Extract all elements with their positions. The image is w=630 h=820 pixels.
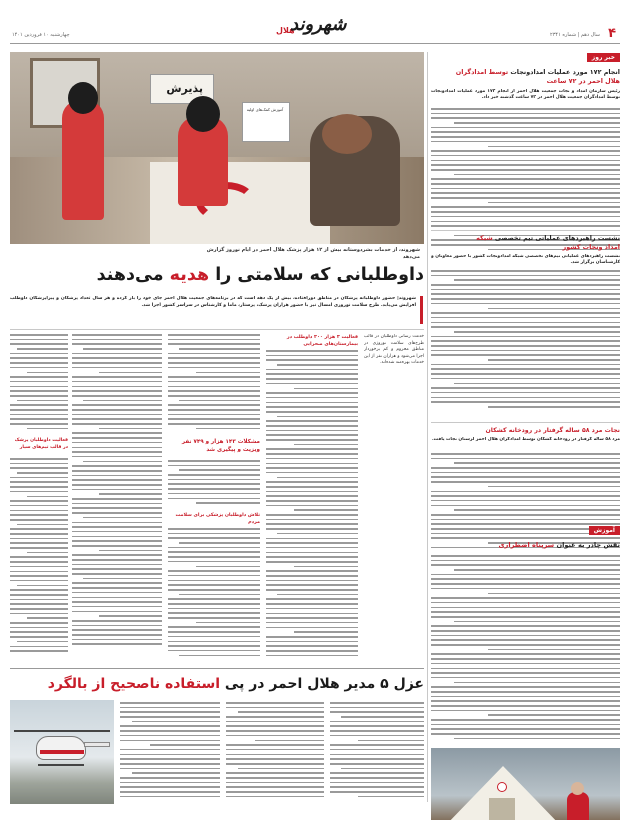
logo	[272, 12, 352, 44]
second-headline-b: استفاده ناصحیح از بالگرد	[47, 676, 221, 692]
story2-lead: نشست راهبردهای عملیاتی تیم‌های تخصصی شبکه امدادونجات کشور با حضور معاونان و کارشناسان برگزار شد.	[431, 254, 620, 266]
lead-red-bar	[420, 296, 423, 324]
sidebar-divider-2	[431, 422, 620, 423]
main-lead: شهروند| حضور داوطلبانه پزشکان در مناطق دورافتاده، بیش از یک دهه است که در برنامه‌های جمعیت هلال احمر جای خود را باز کرده و هر سال تعداد پزشکان و پیراپزشکان داوطلب افزایش می‌یابد. طرح سلامت نوروزی امسال نیز با حضور هزاران پزشک، پرستار، ماما و کارشناس در سراسر کشور اجرا شد.	[10, 296, 416, 308]
second-body-col-2	[226, 702, 324, 802]
tent-photo	[431, 748, 620, 820]
main-headline-a: داوطلبانی که سلامتی را	[209, 265, 424, 285]
body-e-text-bottom	[10, 458, 68, 662]
rotor-blade	[14, 730, 110, 732]
page-number: ۴	[608, 26, 616, 41]
reception-sign: پذیرش	[166, 82, 203, 95]
logo-text: شهروند	[290, 14, 347, 35]
tent-cross-badge	[497, 782, 507, 792]
sidebar	[431, 48, 620, 803]
edu-label: آموزش	[589, 526, 620, 535]
helicopter-tail	[84, 742, 110, 747]
story1-title-b: توسط امدادگران	[455, 68, 509, 76]
story3-body	[431, 453, 620, 553]
body-column-b	[266, 334, 358, 664]
news-label: خبر روز	[587, 53, 620, 62]
volunteer-left-body	[62, 100, 104, 220]
story3-lead: مرد ۵۸ ساله گرفتار در رودخانه کشکان توسط امدادگران هلال احمر لرستان نجات یافت.	[432, 437, 620, 442]
body-c-text-mid	[168, 460, 260, 508]
story1-lead: رئیس سازمان امداد و نجات جمعیت هلال احمر از انجام ۱۷۲ مورد عملیات امدادونجات توسط امدادگران جمعیت هلال احمر در ۷۲ ساعت گذشته خبر داد.	[431, 89, 620, 101]
second-headline-a: عزل ۵ مدیر هلال احمر در پی	[220, 676, 424, 692]
main-headline-b: هدیه	[169, 265, 210, 285]
story4-title-a: نقش چادر به عنوان	[554, 541, 620, 549]
main-photo	[10, 52, 424, 244]
subhead-1: فعالیت ۳ هزار ۴۰۰ داوطلب در بیمارستان‌های صحرایی	[286, 335, 358, 347]
volunteer-head	[571, 782, 584, 795]
date-line: چهارشنبه ۱۰ فروردین ۱۴۰۱	[12, 32, 70, 38]
body-e-text-top	[10, 334, 68, 434]
second-body-col-1	[330, 702, 424, 802]
body-b-text	[266, 350, 358, 660]
volunteer-right-head	[186, 96, 220, 132]
main-headline-c: می‌دهند	[96, 265, 170, 285]
story2-body	[431, 270, 620, 415]
story3-title: نجات مرد ۵۸ ساله گرفتار در رودخانه کشکان	[485, 427, 620, 434]
body-d-text	[72, 334, 162, 662]
story4-body	[431, 555, 620, 745]
patient-scarf	[322, 114, 372, 154]
article-bottom-rule	[10, 668, 424, 669]
issue-line: سال دهم | شماره ۲۳۴۱	[550, 32, 600, 38]
story4-title	[431, 541, 620, 550]
second-headline	[10, 672, 424, 696]
volunteer-left-head	[68, 82, 98, 114]
tent-door	[489, 798, 515, 820]
helicopter-skids	[38, 764, 84, 766]
body-c-text-top	[168, 334, 260, 434]
body-column-d	[72, 334, 162, 664]
story2-title-b: شبکه	[476, 234, 493, 242]
story1-title-a: انجام ۱۷۲ مورد عملیات امدادونجات	[508, 68, 620, 76]
header-rule	[10, 43, 620, 44]
training-board	[242, 102, 290, 142]
subhead-2: تلاش داوطلبان پزشکی برای سلامت مردم	[175, 513, 260, 525]
story2-title-c: امداد ونجات کشور	[562, 243, 620, 251]
photo-caption: شهروند، از خدمات بشردوستانه بیش از ۱۲ هزار پزشک هلال احمر در ایام نوروز گزارش می‌دهد	[206, 247, 420, 260]
sidebar-divider-1	[431, 230, 620, 231]
quote-column	[364, 334, 424, 554]
page-header	[10, 10, 620, 50]
logo-sub: هلال	[276, 26, 295, 35]
story1-title	[431, 68, 620, 86]
body-column-c	[168, 334, 260, 664]
helicopter-body	[36, 736, 86, 760]
story1-title-c: هلال احمر در ۷۲ ساعت	[546, 77, 620, 85]
training-board-text: آموزش کمک‌های اولیه	[246, 107, 284, 112]
lead-rule	[10, 329, 424, 330]
story4-title-b: سرپناه اضطراری	[498, 541, 555, 549]
second-body-col-3	[120, 702, 220, 802]
body-column-e	[10, 334, 68, 664]
volunteer-figure	[567, 792, 589, 820]
sidebar-column-rule	[427, 52, 428, 802]
main-headline	[10, 262, 424, 288]
quote-text: خدمت رسانی داوطلبان در قالب طرح‌های سلامت نوروزی در مناطق محروم و کم برخوردار اجرا می‌شود و هزاران نفر از این خدمات بهره‌مند شده‌اند.	[364, 334, 424, 366]
helicopter-stripe	[40, 750, 84, 754]
helicopter-photo	[10, 700, 114, 804]
story2-title-a: نشست راهبردهای عملیاتی تیم تخصصی	[492, 234, 620, 242]
highlight-stat: مشکلات ۱۴۳ هزار و ۷۴۹ نفر ویزیت و پیگیری شد	[181, 439, 260, 453]
story2-title	[431, 234, 620, 252]
body-c-text-bottom	[168, 528, 260, 662]
subhead-3: فعالیت داوطلبان پزشک در قالب تیم‌های سیار	[14, 438, 68, 450]
